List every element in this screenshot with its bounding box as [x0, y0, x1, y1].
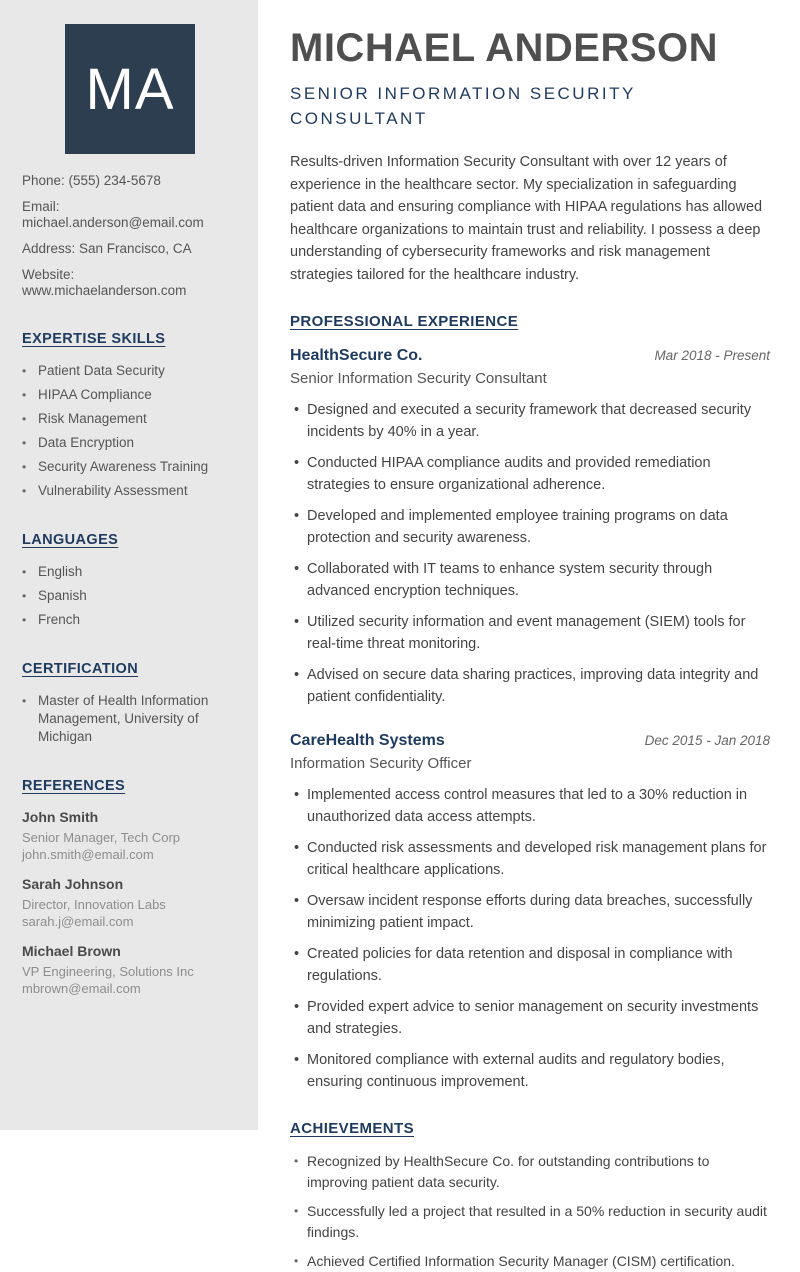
bullet-icon: • — [22, 589, 27, 603]
bullet-item — [290, 559, 770, 602]
bullet-text: Utilized security information and event management (SIEM) tools for real-time threat monitoring. — [307, 614, 746, 652]
bullet-item — [290, 612, 770, 655]
bullet-item — [290, 1050, 770, 1093]
candidate-headline: SENIOR INFORMATION SECURITY CONSULTANT — [290, 84, 636, 128]
contact-address: Address: San Francisco, CA — [22, 241, 192, 256]
bullet-text: Achieved Certified Information Security Manager (CISM) certification. — [307, 1253, 735, 1269]
candidate-name: MICHAEL ANDERSON — [290, 26, 719, 70]
skill-label: Risk Management — [38, 411, 147, 426]
certification-section — [22, 661, 238, 746]
bullet-text: Developed and implemented employee training programs on data protection and security awareness. — [307, 508, 728, 546]
bullet-text: Designed and executed a security framework that decreased security incidents by 40% in a year. — [307, 402, 752, 440]
monogram-initials: MA — [85, 56, 175, 122]
list-item — [22, 563, 238, 581]
contact-email: Email: michael.anderson@email.com — [22, 199, 204, 230]
bullet-icon: • — [294, 1052, 300, 1068]
bullet-icon: • — [22, 613, 27, 627]
bullet-text: Conducted HIPAA compliance audits and provided remediation strategies to ensure organizational adherence. — [307, 455, 711, 493]
skill-label: Patient Data Security — [38, 363, 165, 378]
bullet-icon: • — [22, 412, 27, 426]
bullet-item — [290, 1201, 770, 1243]
bullet-icon: • — [294, 508, 300, 524]
bullet-icon: • — [294, 614, 300, 630]
skill-label: Security Awareness Training — [38, 459, 209, 474]
reference-name: John Smith — [22, 809, 99, 825]
bullet-icon: • — [294, 1204, 299, 1218]
contact-info — [22, 173, 238, 299]
bullet-text: Created policies for data retention and disposal in compliance with regulations. — [307, 946, 733, 984]
skill-label: Vulnerability Assessment — [38, 483, 188, 498]
list-item — [22, 362, 238, 380]
job-dates: Dec 2015 - Jan 2018 — [644, 733, 770, 748]
reference-entry — [22, 809, 238, 863]
reference-role: Director, Innovation Labs — [22, 897, 166, 912]
skill-label: Data Encryption — [38, 435, 135, 450]
language-label: Spanish — [38, 588, 87, 603]
bullet-icon: • — [294, 787, 300, 803]
reference-name: Sarah Johnson — [22, 876, 124, 892]
achievements-list — [290, 1151, 770, 1272]
job-header — [290, 347, 770, 365]
reference-entry — [22, 943, 238, 997]
languages-heading: LANGUAGES — [22, 532, 119, 548]
job-bullets — [290, 400, 770, 708]
job-role: Senior Information Security Consultant — [290, 370, 547, 387]
bullet-icon: • — [294, 999, 300, 1015]
bullet-icon: • — [294, 402, 300, 418]
bullet-text: Provided expert advice to senior management on security investments and strategies. — [307, 999, 759, 1037]
bullet-icon: • — [22, 694, 27, 708]
language-label: French — [38, 612, 81, 627]
list-item — [22, 611, 238, 629]
skill-label: HIPAA Compliance — [38, 387, 152, 402]
skills-section — [22, 331, 238, 500]
certification-label: Master of Health Information Management, University of Michigan — [38, 693, 209, 744]
company-name: HealthSecure Co. — [290, 347, 423, 364]
bullet-item — [290, 1251, 770, 1272]
contact-website: Website: www.michaelanderson.com — [22, 267, 187, 298]
experience-heading: PROFESSIONAL EXPERIENCE — [290, 313, 519, 330]
bullet-text: Collaborated with IT teams to enhance system security through advanced encryption techniques. — [307, 561, 713, 599]
profile-summary: Results-driven Information Security Consultant with over 12 years of experience in the healthcare sector. My specialization in safeguarding patient data and ensuring compliance with HIPAA regulations has allowed healthcare organizations to maintain trust and reliability. I possess a deep understanding of cybersecurity frameworks and risk management strategies tailored for the healthcare industry. — [290, 154, 763, 283]
job-entry — [290, 347, 770, 708]
bullet-icon: • — [294, 893, 300, 909]
bullet-item — [290, 997, 770, 1040]
references-heading: REFERENCES — [22, 778, 126, 794]
job-dates: Mar 2018 - Present — [654, 348, 770, 363]
bullet-item — [290, 838, 770, 881]
reference-name: Michael Brown — [22, 943, 121, 959]
bullet-icon: • — [294, 840, 300, 856]
contact-phone: Phone: (555) 234-5678 — [22, 173, 161, 188]
company-name: CareHealth Systems — [290, 732, 445, 749]
bullet-text: Oversaw incident response efforts during data breaches, successfully minimizing patient impact. — [307, 893, 753, 931]
bullet-text: Recognized by HealthSecure Co. for outstanding contributions to improving patient data security. — [307, 1153, 710, 1190]
monogram-badge — [65, 24, 195, 154]
list-item — [22, 458, 238, 476]
job-role: Information Security Officer — [290, 755, 472, 772]
list-item — [22, 410, 238, 428]
bullet-icon: • — [294, 946, 300, 962]
job-entry — [290, 732, 770, 1093]
bullet-item — [290, 665, 770, 708]
bullet-icon: • — [294, 1154, 299, 1168]
bullet-item — [290, 1151, 770, 1193]
languages-section — [22, 532, 238, 629]
list-item — [22, 587, 238, 605]
bullet-text: Implemented access control measures that led to a 30% reduction in unauthorized data access attempts. — [307, 787, 748, 825]
language-label: English — [38, 564, 83, 579]
bullet-icon: • — [22, 565, 27, 579]
bullet-icon: • — [22, 460, 27, 474]
bullet-item — [290, 891, 770, 934]
list-item — [22, 434, 238, 452]
reference-entry — [22, 876, 238, 930]
bullet-text: Monitored compliance with external audits and regulatory bodies, ensuring continuous improvement. — [307, 1052, 725, 1090]
job-header — [290, 732, 770, 750]
bullet-icon: • — [294, 667, 300, 683]
reference-email: john.smith@email.com — [22, 847, 154, 862]
bullet-text: Advised on secure data sharing practices, improving data integrity and patient confidentiality. — [307, 667, 759, 705]
bullet-icon: • — [294, 561, 300, 577]
bullet-item — [290, 785, 770, 828]
list-item — [22, 692, 238, 746]
sidebar — [0, 0, 258, 1130]
reference-role: VP Engineering, Solutions Inc — [22, 964, 194, 979]
reference-role: Senior Manager, Tech Corp — [22, 830, 181, 845]
bullet-icon: • — [294, 1254, 299, 1268]
bullet-icon: • — [294, 455, 300, 471]
bullet-item — [290, 944, 770, 987]
certification-heading: CERTIFICATION — [22, 661, 139, 677]
bullet-item — [290, 400, 770, 443]
bullet-icon: • — [22, 388, 27, 402]
bullet-icon: • — [22, 484, 27, 498]
reference-email: sarah.j@email.com — [22, 914, 134, 929]
references-section — [22, 778, 238, 997]
bullet-item — [290, 453, 770, 496]
bullet-text: Successfully led a project that resulted in a 50% reduction in security audit findings. — [307, 1203, 767, 1240]
reference-email: mbrown@email.com — [22, 981, 141, 996]
bullet-icon: • — [22, 364, 27, 378]
achievements-heading: ACHIEVEMENTS — [290, 1120, 414, 1137]
list-item — [22, 386, 238, 404]
main-content — [258, 0, 800, 1269]
job-bullets — [290, 785, 770, 1093]
list-item — [22, 482, 238, 500]
bullet-icon: • — [22, 436, 27, 450]
skills-heading: EXPERTISE SKILLS — [22, 331, 166, 347]
bullet-item — [290, 506, 770, 549]
bullet-text: Conducted risk assessments and developed risk management plans for critical healthcare applications. — [307, 840, 767, 878]
